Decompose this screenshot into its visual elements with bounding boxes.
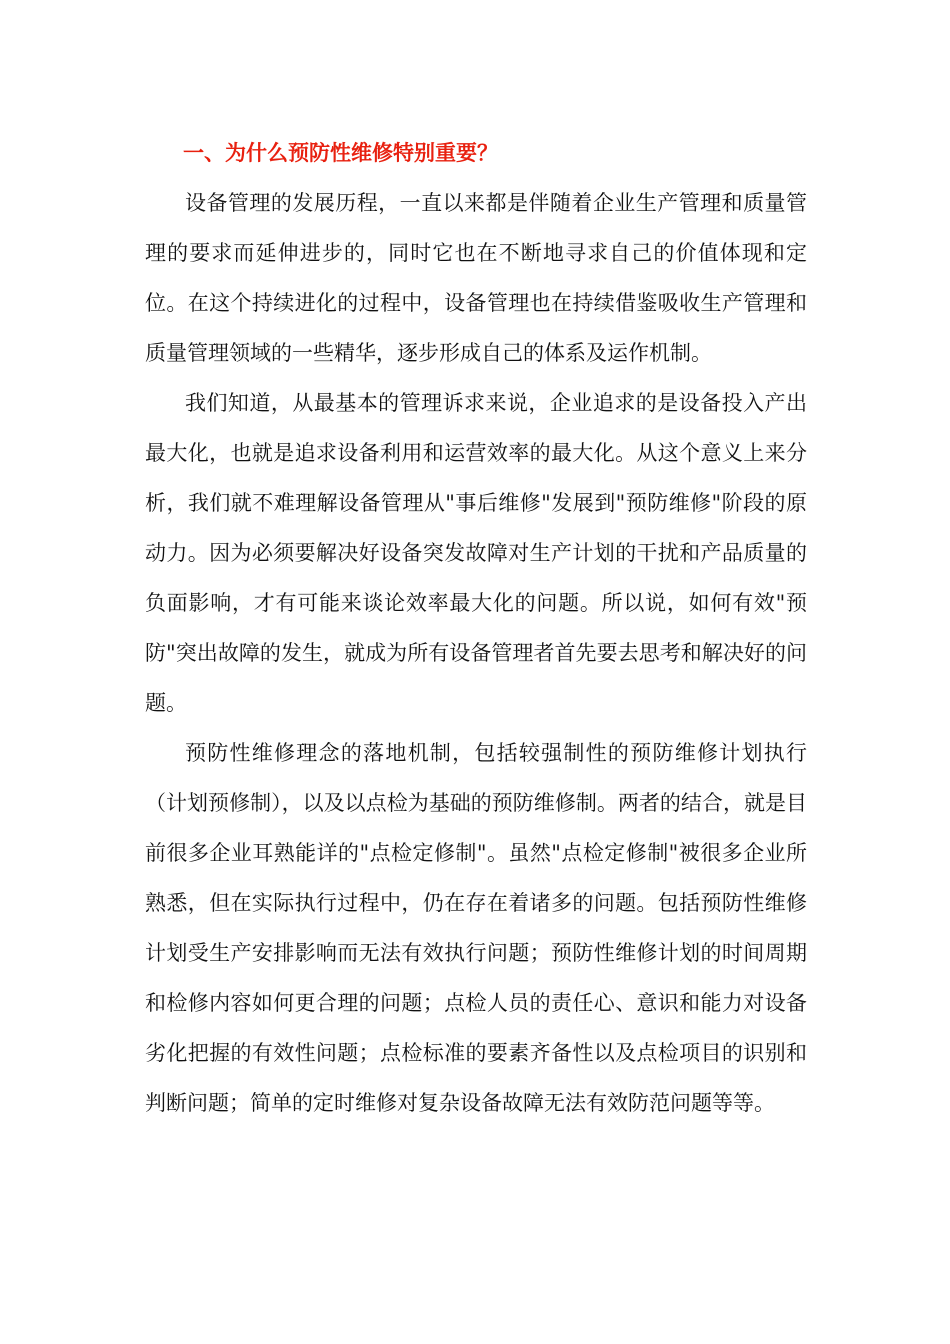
document-content: [145, 128, 807, 1128]
paragraph-1: 设备管理的发展历程，一直以来都是伴随着企业生产管理和质量管理的要求而延伸进步的，同时它也在不断地寻求自己的价值体现和定位。在这个持续进化的过程中，设备管理也在持续借鉴吸收生产管理和质量管理领域的一些精华，逐步形成自己的体系及运作机制。: [145, 191, 807, 365]
paragraph-2: 我们知道，从最基本的管理诉求来说，企业追求的是设备投入产出最大化，也就是追求设备利用和运营效率的最大化。从这个意义上来分析，我们就不难理解设备管理从"事后维修"发展到"预防维修"阶段的原动力。因为必须要解决好设备突发故障对生产计划的干扰和产品质量的负面影响，才有可能来谈论效率最大化的问题。所以说，如何有效"预防"突出故障的发生，就成为所有设备管理者首先要去思考和解决好的问题。: [145, 391, 807, 715]
paragraph-3: 预防性维修理念的落地机制，包括较强制性的预防维修计划执行（计划预修制），以及以点检为基础的预防维修制。两者的结合，就是目前很多企业耳熟能详的"点检定修制"。虽然"点检定修制"被很多企业所熟悉，但在实际执行过程中，仍在存在着诸多的问题。包括预防性维修计划受生产安排影响而无法有效执行问题；预防性维修计划的时间周期和检修内容如何更合理的问题；点检人员的责任心、意识和能力对设备劣化把握的有效性问题；点检标准的要素齐备性以及点检项目的识别和判断问题；简单的定时维修对复杂设备故障无法有效防范问题等等。: [145, 741, 807, 1115]
section-heading: 一、为什么预防性维修特别重要？: [183, 140, 498, 165]
